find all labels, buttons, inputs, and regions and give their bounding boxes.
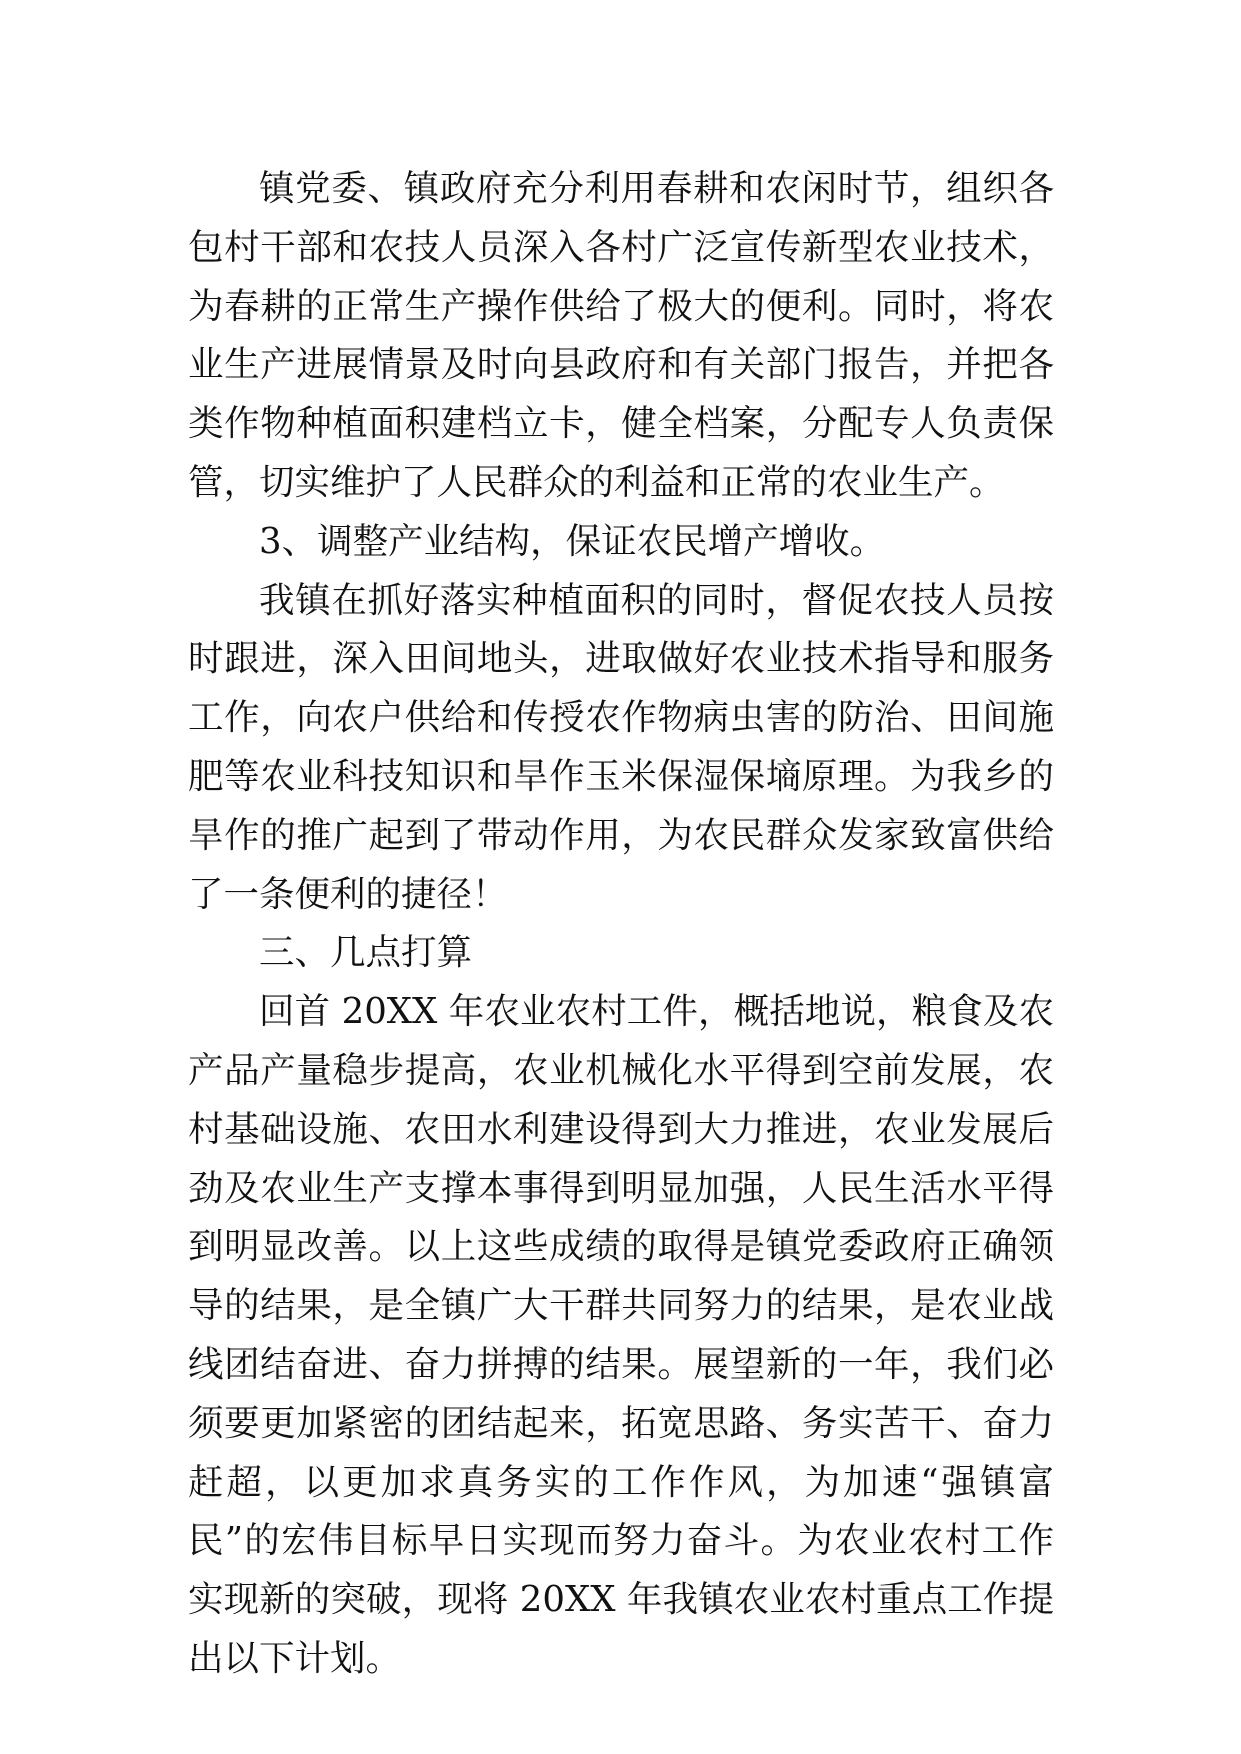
section-heading-adjust-structure: 3、调整产业结构，保证农民增产增收。 [259, 520, 886, 562]
body-paragraph: 我镇在抓好落实种植面积的同时，督促农技人员按时跟进，深入田间地头，进取做好农业技术指导和服务工作，向农户供给和传授农作物病虫害的防治、田间施肥等农业科技知识和旱作玉米保湿保墒原理。为我乡的旱作的推广起到了带动作用，为农民群众发家致富供给了一条便利的捷径！ [188, 579, 1054, 915]
document-body [188, 160, 1054, 1689]
body-paragraph: 回首 20XX 年农业农村工件，概括地说，粮食及农产品产量稳步提高，农业机械化水平得到空前发展，农村基础设施、农田水利建设得到大力推进，农业发展后劲及农业生产支撑本事得到明显加强，人民生活水平得到明显改善。以上这些成绩的取得是镇党委政府正确领导的结果，是全镇广大干群共同努力的结果，是农业战线团结奋进、奋力拼搏的结果。展望新的一年，我们必须要更加紧密的团结起来，拓宽思路、务实苦干、奋力赶超，以更加求真务实的工作作风，为加速“强镇富民”的宏伟目标早日实现而努力奋斗。为农业农村工作实现新的突破，现将 20XX 年我镇农业农村重点工作提出以下计划。 [188, 991, 1054, 1679]
section-heading-plans: 三、几点打算 [259, 932, 473, 974]
body-paragraph: 镇党委、镇政府充分利用春耕和农闲时节，组织各包村干部和农技人员深入各村广泛宣传新型农业技术，为春耕的正常生产操作供给了极大的便利。同时，将农业生产进展情景及时向县政府和有关部门报告，并把各类作物种植面积建档立卡，健全档案，分配专人负责保管，切实维护了人民群众的利益和正常的农业生产。 [188, 168, 1054, 503]
